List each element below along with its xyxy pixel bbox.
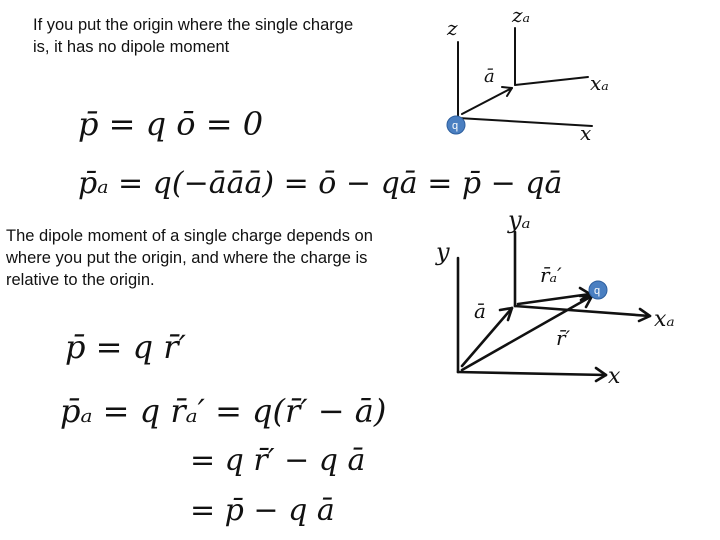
- x-label: x: [608, 364, 621, 389]
- z-label: z: [447, 16, 458, 40]
- a-vector: [462, 308, 512, 366]
- y-label: y: [436, 238, 450, 266]
- equation-3: p̄ = q r̄′: [65, 328, 186, 366]
- caption-middle: The dipole moment of a single charge depends on where you put the origin, and where the charge is relative to the origin.: [6, 227, 373, 289]
- x-label: x: [580, 121, 592, 145]
- r-label: r̄′: [556, 326, 571, 350]
- ra-label: r̄ₐ′: [540, 263, 562, 287]
- x-axis: [458, 372, 606, 375]
- equation-4-line-3: = p̄ − q ā: [190, 493, 335, 528]
- a-label: ā: [474, 299, 486, 323]
- charge-label: q: [594, 285, 601, 297]
- x-axis: [458, 118, 592, 126]
- equation-4-line-1: p̄ₐ = q r̄ₐ′ = q(r̄′ − ā): [60, 392, 387, 430]
- xa-axis: [515, 306, 650, 316]
- equation-4-line-2: = q r̄′ − q ā: [190, 443, 366, 478]
- za-label: zₐ: [512, 3, 531, 27]
- xa-label: xₐ: [590, 71, 609, 95]
- equation-2: p̄ₐ = q(−āāā) = ō − qā = p̄ − qā: [78, 166, 563, 201]
- diagram-origin-shift: [446, 3, 609, 145]
- xa-axis: [515, 77, 588, 85]
- diagram-position-vectors: [435, 206, 675, 389]
- caption-top: If you put the origin where the single charge is, it has no dipole moment: [33, 16, 354, 56]
- a-vector: [462, 88, 512, 114]
- charge-label: q: [452, 120, 459, 132]
- equation-1: p̄ = q ō = 0: [78, 105, 264, 143]
- a-label: ā: [484, 66, 495, 87]
- xa-label: xₐ: [654, 307, 675, 332]
- ya-label: yₐ: [508, 206, 531, 234]
